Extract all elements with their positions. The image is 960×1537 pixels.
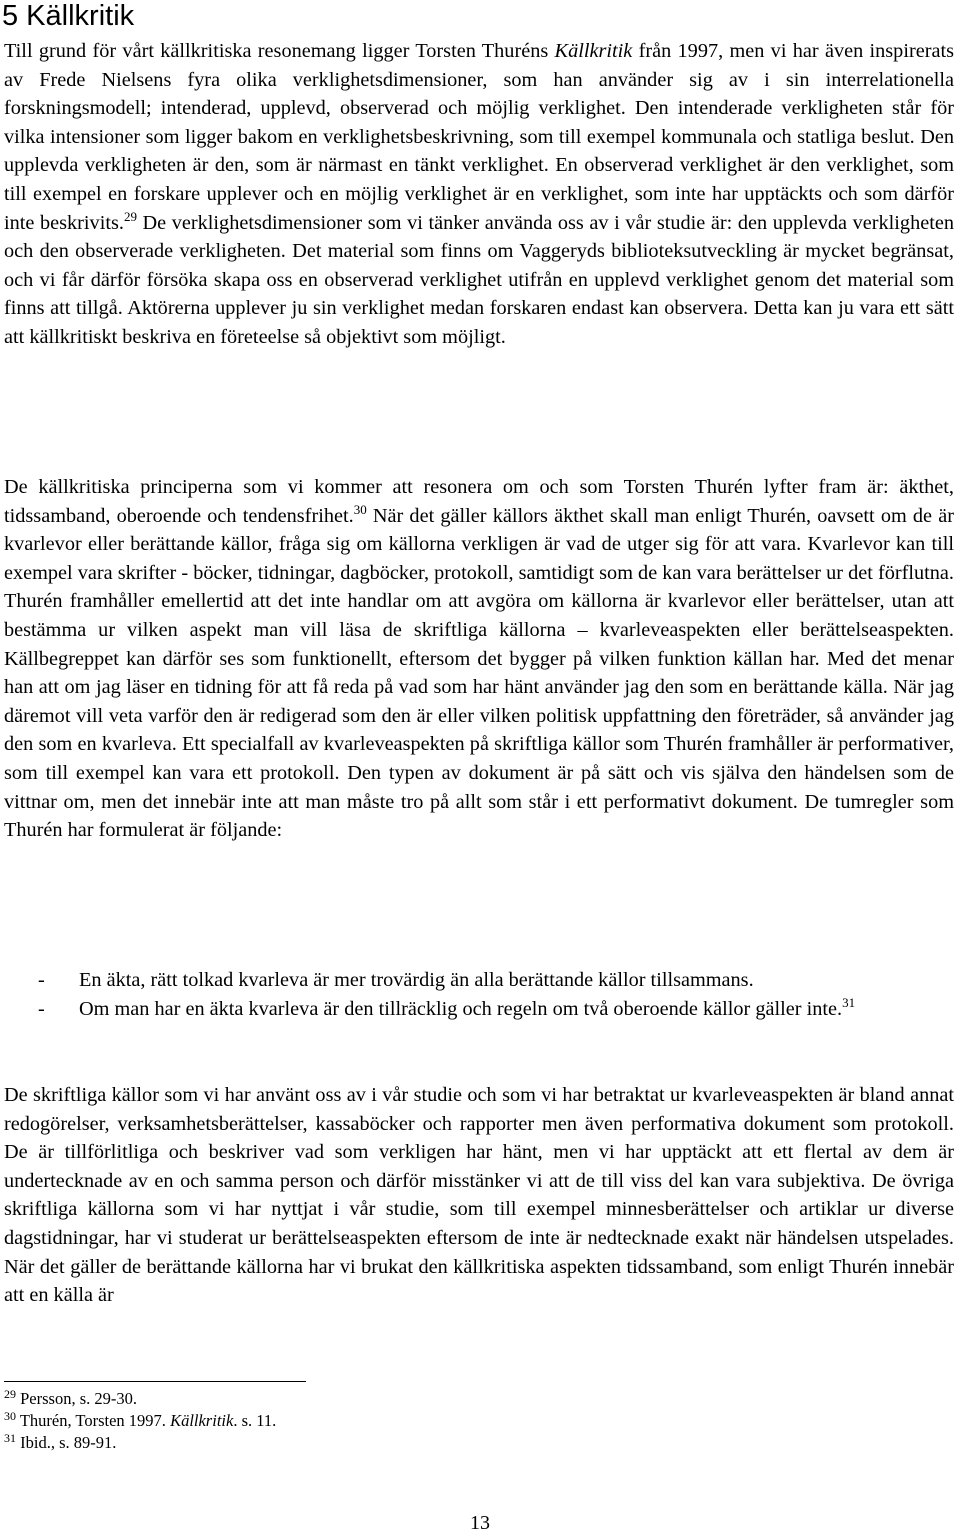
footnote-text: Persson, s. 29-30. bbox=[20, 1389, 138, 1408]
list-item-text-body: En äkta, rätt tolkad kvarleva är mer trovärdig än alla berättande källor tillsammans. bbox=[79, 969, 754, 991]
list-item bbox=[0, 995, 960, 1024]
footnote-30 bbox=[4, 1410, 704, 1432]
list-item-text-body: Om man har en äkta kvarleva är den tillräcklig och regeln om två oberoende källor gäller inte. bbox=[79, 997, 843, 1020]
footnote-31 bbox=[4, 1432, 704, 1454]
rules-list bbox=[0, 966, 960, 1023]
paragraph-1-text-a: Till grund för vårt källkritiska resonemang ligger Torsten Thuréns bbox=[4, 40, 555, 62]
footnote-number: 31 bbox=[4, 1431, 16, 1445]
paragraph-2-text-a: De källkritiska principerna som vi kommer att resonera om och som Torsten Thurén lyfter fram är: äkthet, tidssamband, oberoende och tendensfrihet. bbox=[4, 476, 954, 527]
paragraph-3: De skriftliga källor som vi har använt oss av i vår studie och som vi har betraktat ur kvarleveaspekten är bland annat redogörelser, verksamhetsberättelser, kassaböcker och rapporter men även performativa dokument som protokoll. De är tillförlitliga och beskriver vad som verkligen har hänt, men vi har upptäckt att ett flertal av dem är undertecknade av en och samma person och därför misstänker vi att de till viss del kan vara subjektiva. De övriga skriftliga källorna som vi har nyttjat i vår studie, som till exempel minnesberättelser och artiklar ur diverse dagstidningar, har vi studerat ur berättelseaspekten eftersom de inte är nedtecknade exakt när händelsen utspelades. När det gäller de berättande källorna har vi brukat den källkritiska aspekten tidssamband, som enligt Thurén innebär att en källa är bbox=[4, 1084, 954, 1307]
footnote-divider bbox=[4, 1381, 306, 1382]
footnotes bbox=[4, 1388, 704, 1454]
paragraph-1 bbox=[4, 37, 954, 352]
footnote-number: 30 bbox=[4, 1409, 16, 1423]
footnote-number: 29 bbox=[4, 1387, 16, 1401]
paragraph-2 bbox=[4, 473, 954, 845]
book-title-italic: Källkritik bbox=[554, 40, 633, 62]
footnote-text-after: . s. 11. bbox=[233, 1411, 277, 1430]
footnote-italic-title: Källkritik bbox=[170, 1411, 234, 1430]
footnote-29 bbox=[4, 1388, 704, 1410]
list-dash: - bbox=[38, 969, 45, 991]
footnote-ref-29[interactable]: 29 bbox=[123, 208, 137, 224]
page-number: 13 bbox=[470, 1512, 490, 1534]
footnote-ref-30[interactable]: 30 bbox=[353, 501, 367, 517]
paragraph-1-text-b: från 1997, men vi har även inspirerats av Frede Nielsens fyra olika verklighetsdimensioner, som han använder sig av i sin interrelationella forskningsmodell; intenderad, upplevd, observerad och möjlig verklighet. Den intenderade verkligheten står för vilka intensioner som ligger bakom en verklighetsbeskrivning, som till exempel kommunala och statliga beslut. Den upplevda verkligheten är den, som är närmast en tänkt verklighet. En observerad verklighet är den verklighet, som till exempel en forskare upplever och en möjlig verklighet är en verklighet, som inte har upptäckts och som därför inte beskrivits. bbox=[4, 40, 955, 234]
list-dash: - bbox=[38, 997, 45, 1020]
list-item bbox=[0, 966, 960, 995]
paragraph-1-text-c: De verklighetsdimensioner som vi tänker använda oss av i vår studie är: den upplevda verkligheten och den observerade verkligheten. Det material som finns om Vaggeryds biblioteksutveckling är mycket begränsat, och vi får därför försöka skapa oss en observerad verklighet utifrån en upplevd verklighet genom det material som finns att tillgå. Aktörerna upplever ju sin verklighet medan forskaren endast kan observera. Detta kan ju vara ett sätt att källkritiskt beskriva en företeelse så objektivt som möjligt. bbox=[4, 211, 954, 348]
footnote-text: Ibid., s. 89-91. bbox=[20, 1433, 117, 1452]
footnote-ref-31[interactable]: 31 bbox=[842, 994, 856, 1010]
footnote-text: Thurén, Torsten 1997. bbox=[19, 1411, 171, 1430]
list-item-text bbox=[79, 995, 955, 1024]
list-item-text bbox=[79, 966, 955, 995]
paragraph-2-text-b: När det gäller källors äkthet skall man enligt Thurén, oavsett om de är kvarlevor eller berättande källor, fråga sig om källorna verkligen är vad de utger sig för att vara. Kvarlevor kan till exempel vara skrifter - böcker, tidningar, dagböcker, protokoll, samtidigt som de kan vara berättelser ur det förflutna. Thurén framhåller emellertid att det inte handlar om att avgöra om källorna är kvarlevor eller berättelser, utan att bestämma ur vilken aspekt man vill läsa de skriftliga källorna – kvarleveaspekten eller berättelseaspekten. Källbegreppet kan därför ses som funktionellt, eftersom det bygger på vilken funktion källan har. Med det menar han att om jag läser en tidning för att få reda på vad som har hänt använder jag den som en berättande källa. När jag däremot vill veta varför den är redigerad som den är eller vilken politisk uppfattning den företräder, så använder jag den som en kvarleva. Ett specialfall av kvarleveaspekten på skriftliga källor som Thurén framhåller är performativer, som till exempel kan vara ett protokoll. Den typen av dokument är på sätt och vis själva den händelsen som de vittnar om, men det innebär inte att man måste tro på allt som står i ett performativt dokument. De tumregler som Thurén har formulerat är följande: bbox=[4, 504, 954, 842]
section-heading: 5 Källkritik bbox=[2, 0, 135, 32]
